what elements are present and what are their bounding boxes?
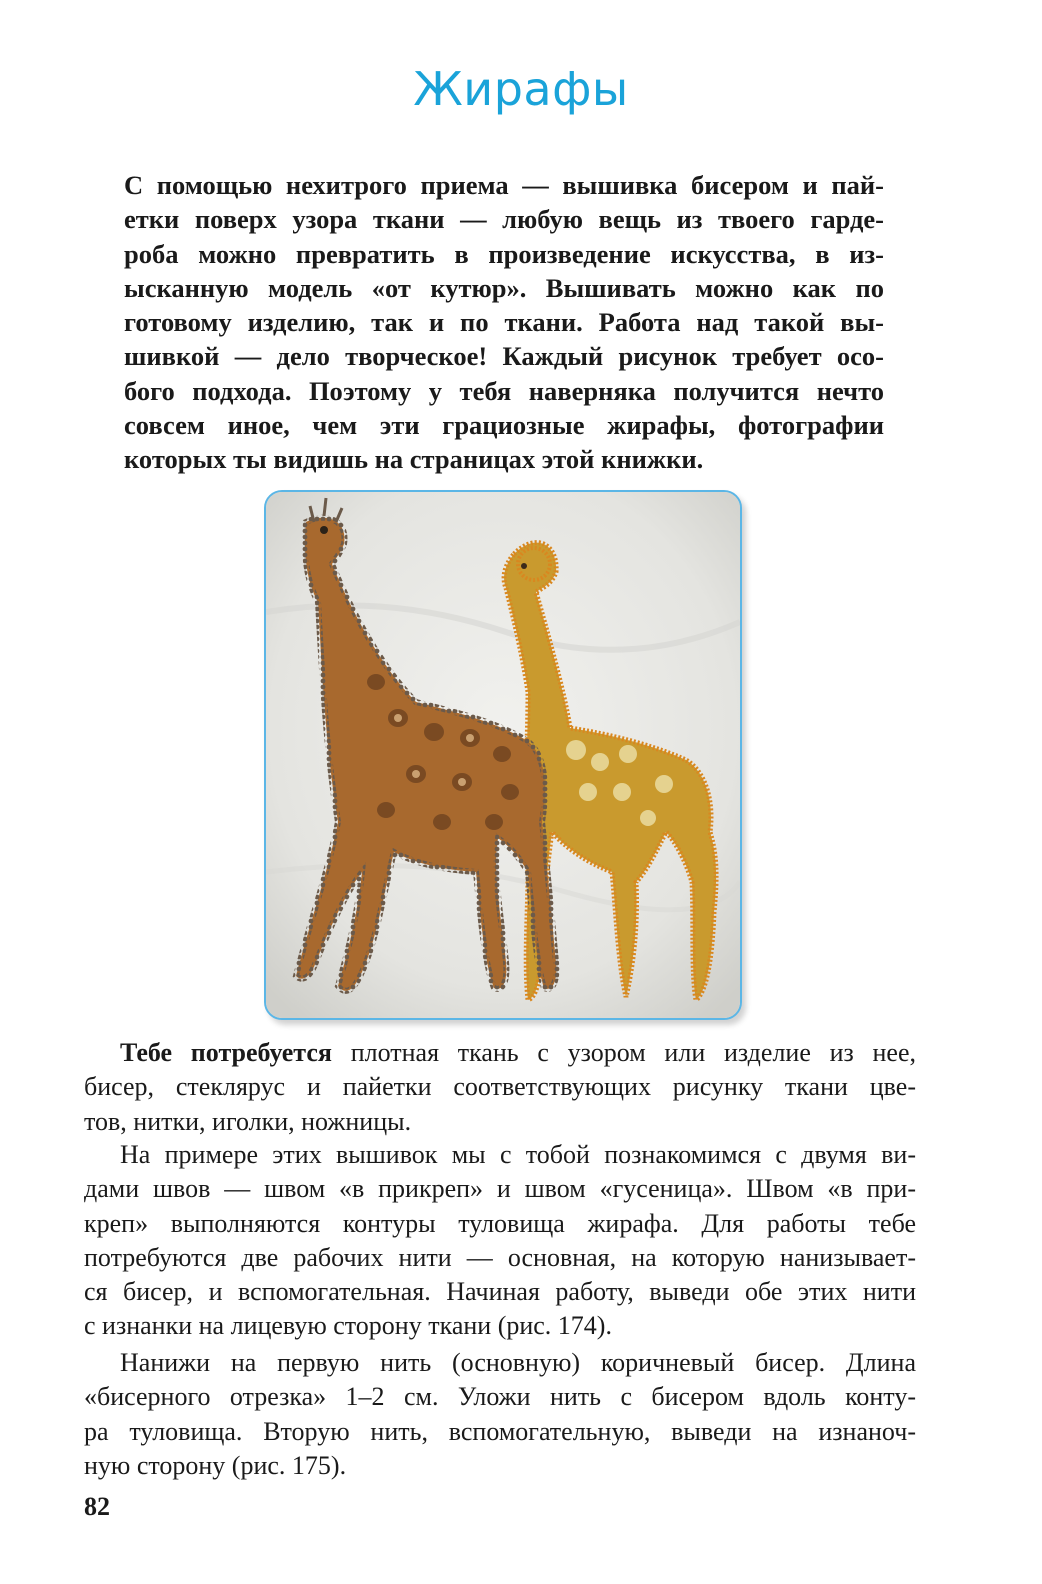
beading-line: Нанижи на первую нить (основную) коричневый бисер. Длина xyxy=(120,1348,916,1377)
beading-line: ра туловища. Вторую нить, вспомогательную, выведи на изнаноч- xyxy=(84,1416,916,1446)
materials-line xyxy=(84,1036,916,1070)
stitches-paragraph xyxy=(84,1138,916,1344)
stitches-line: дами швов — швом «в прикреп» и швом «гусеница». Швом «в при- xyxy=(84,1174,916,1204)
stitches-line: креп» выполняются контуры туловища жирафа. Для работы тебе xyxy=(84,1208,916,1238)
giraffes-embroidery-image xyxy=(266,492,740,1018)
intro-line: шивкой — дело творческое! Каждый рисунок требует осо- xyxy=(124,341,884,372)
beading-line: «бисерного отрезка» 1–2 см. Уложи нить с бисером вдоль конту- xyxy=(84,1382,916,1412)
stitches-line: с изнанки на лицевую сторону ткани (рис. 174). xyxy=(84,1311,612,1341)
beading-line: ную сторону (рис. 175). xyxy=(84,1450,347,1480)
materials-line-rest: плотная ткань с узором или изделие из нее, xyxy=(331,1038,916,1067)
intro-line: которых ты видишь на страницах этой книжки. xyxy=(124,444,704,475)
intro-line: совсем иное, чем эти грациозные жирафы, фотографии xyxy=(124,410,884,441)
intro-line: роба можно превратить в произведение искусства, в из- xyxy=(124,238,884,269)
intro-paragraph xyxy=(124,168,884,477)
intro-line: етки поверх узора ткани — любую вещь из твоего гарде- xyxy=(124,204,884,235)
materials-line: тов, нитки, иголки, ножницы. xyxy=(84,1106,412,1136)
materials-line: бисер, стеклярус и пайетки соответствующих рисунку ткани цве- xyxy=(84,1072,916,1102)
materials-lead: Тебе потребуется xyxy=(120,1038,332,1067)
intro-line: готовому изделию, так и по ткани. Работа над такой вы- xyxy=(124,307,884,338)
stitches-line: ся бисер, и вспомогательная. Начиная работу, выведи обе этих нити xyxy=(84,1277,916,1307)
materials-paragraph xyxy=(84,1036,916,1139)
page-title: Жирафы xyxy=(413,62,629,116)
intro-line: С помощью нехитрого приема — вышивка бисером и пай- xyxy=(124,170,884,200)
giraffes-photo xyxy=(264,490,742,1020)
beading-paragraph xyxy=(84,1346,916,1483)
intro-line: бого подхода. Поэтому у тебя наверняка получится нечто xyxy=(124,375,884,406)
page-number: 82 xyxy=(84,1492,110,1521)
stitches-line: На примере этих вышивок мы с тобой познакомимся с двумя ви- xyxy=(120,1140,916,1169)
intro-line: ысканную модель «от кутюр». Вышивать можно как по xyxy=(124,272,884,303)
stitches-line: потребуются две рабочих нити — основная, на которую нанизывает- xyxy=(84,1242,916,1272)
